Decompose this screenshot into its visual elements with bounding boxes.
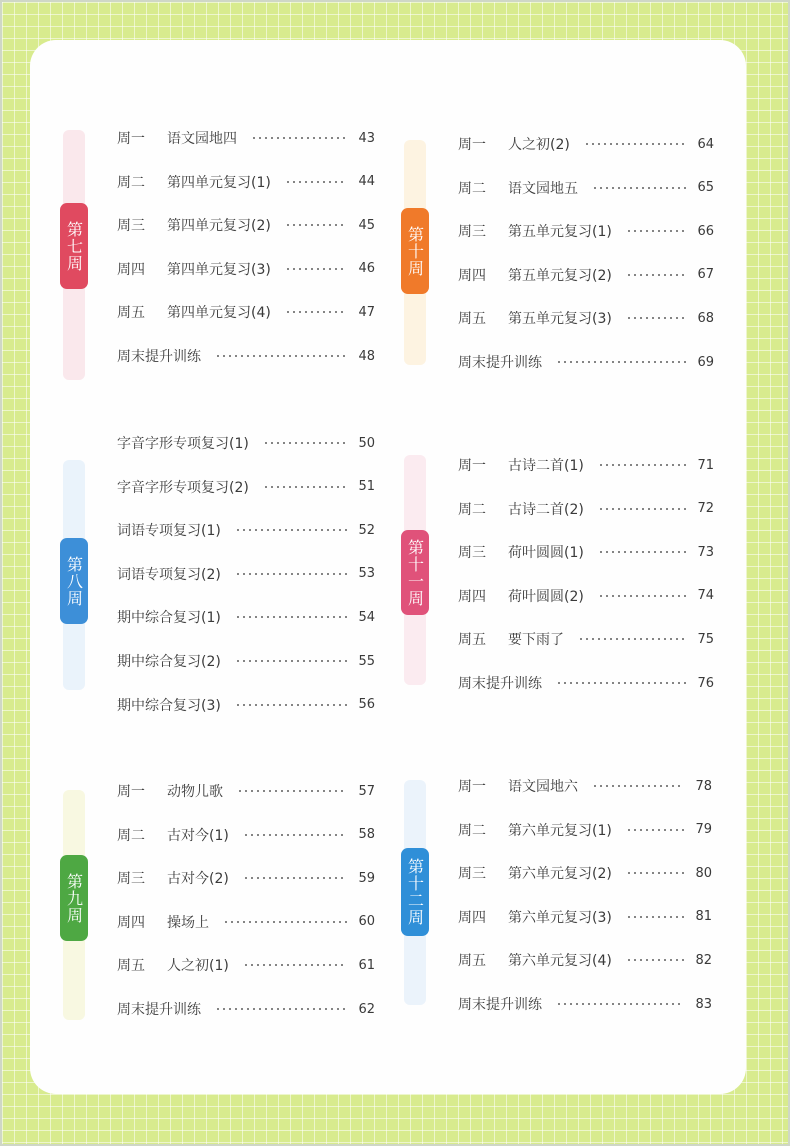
entry-page-number: 69	[697, 354, 714, 370]
week-badge-4: 第十周	[401, 208, 429, 294]
entry-page-number: 52	[358, 522, 375, 538]
entry-title: 古对今(2)	[167, 871, 229, 888]
entry-page-number: 45	[358, 217, 375, 233]
toc-entry[interactable]	[117, 477, 375, 497]
entry-day: 周五	[117, 305, 145, 322]
toc-entry[interactable]	[117, 520, 375, 540]
dot-leader	[235, 529, 347, 531]
entry-page-number: 80	[695, 865, 712, 881]
entry-page-number: 71	[697, 457, 714, 473]
toc-entry[interactable]	[117, 912, 375, 932]
dot-leader	[285, 181, 347, 183]
entry-page-number: 66	[697, 223, 714, 239]
entry-title: 古对今(1)	[167, 827, 229, 844]
entry-day: 周四	[458, 909, 486, 926]
entry-page-number: 82	[695, 952, 712, 968]
toc-entry[interactable]	[117, 346, 375, 366]
entry-day: 周三	[117, 871, 145, 888]
entry-page-number: 61	[358, 957, 375, 973]
entry-title: 第六单元复习(4)	[508, 953, 612, 970]
toc-entry[interactable]	[458, 994, 712, 1014]
entry-page-number: 76	[697, 675, 714, 691]
entry-title: 语文园地六	[508, 779, 578, 795]
entry-page-number: 51	[358, 479, 375, 495]
dot-leader	[235, 616, 347, 618]
entry-title: 周末提升训练	[458, 997, 542, 1013]
entry-title: 第四单元复习(4)	[167, 305, 271, 322]
dot-leader	[556, 1003, 684, 1005]
entry-title: 周末提升训练	[117, 349, 201, 365]
entry-title: 古诗二首(2)	[508, 501, 584, 518]
dot-leader	[285, 311, 347, 313]
entry-title: 第六单元复习(3)	[508, 909, 612, 926]
entry-day: 周四	[117, 261, 145, 278]
entry-day: 周三	[458, 224, 486, 241]
dot-leader	[598, 464, 686, 466]
entry-page-number: 65	[697, 180, 714, 196]
entry-day: 周一	[458, 779, 486, 795]
entry-day: 周四	[458, 267, 486, 284]
entry-page-number: 74	[697, 588, 714, 604]
dot-leader	[626, 317, 686, 319]
entry-title: 词语专项复习(2)	[117, 566, 221, 583]
dot-leader	[235, 660, 347, 662]
toc-entry[interactable]	[117, 781, 375, 801]
toc-entry[interactable]	[458, 499, 714, 519]
entry-day: 周二	[458, 180, 486, 197]
entry-page-number: 57	[358, 783, 375, 799]
dot-leader	[235, 573, 347, 575]
toc-entry[interactable]	[458, 629, 714, 649]
toc-entry[interactable]	[458, 907, 712, 927]
dot-leader	[243, 964, 347, 966]
entry-page-number: 81	[695, 909, 712, 925]
toc-entry[interactable]	[117, 651, 375, 671]
entry-title: 词语专项复习(1)	[117, 523, 221, 540]
week-badge-1: 第七周	[60, 203, 88, 289]
entry-page-number: 75	[697, 631, 714, 647]
toc-entry[interactable]	[458, 820, 712, 840]
entry-title: 语文园地五	[508, 180, 578, 197]
dot-leader	[626, 274, 686, 276]
entry-page-number: 47	[358, 304, 375, 320]
entry-day: 周一	[117, 784, 145, 800]
toc-entry[interactable]	[117, 433, 375, 453]
entry-page-number: 73	[697, 544, 714, 560]
toc-entry[interactable]	[458, 178, 714, 198]
dot-leader	[237, 790, 347, 792]
toc-entry[interactable]	[458, 586, 714, 606]
entry-day: 周一	[458, 458, 486, 474]
week-badge-5: 第十一周	[401, 530, 429, 615]
toc-entry[interactable]	[117, 607, 375, 627]
entry-page-number: 83	[695, 996, 712, 1012]
entry-page-number: 59	[358, 870, 375, 886]
dot-leader	[598, 551, 686, 553]
entry-day: 周二	[117, 827, 145, 844]
entry-day: 周四	[458, 588, 486, 605]
entry-title: 第五单元复习(3)	[508, 311, 612, 328]
entry-title: 荷叶圆圆(2)	[508, 588, 584, 605]
entry-page-number: 50	[358, 435, 375, 451]
toc-entry[interactable]	[458, 863, 712, 883]
entry-day: 周三	[458, 866, 486, 883]
entry-day: 周五	[458, 953, 486, 970]
entry-day: 周三	[117, 218, 145, 235]
entry-title: 第六单元复习(2)	[508, 866, 612, 883]
week-badge-2: 第八周	[60, 538, 88, 624]
entry-title: 周末提升训练	[458, 355, 542, 371]
dot-leader	[215, 1008, 347, 1010]
entry-page-number: 56	[358, 697, 375, 713]
entry-page-number: 44	[358, 174, 375, 190]
dot-leader	[556, 682, 686, 684]
dot-leader	[592, 187, 686, 189]
dot-leader	[235, 704, 347, 706]
toc-entry[interactable]	[117, 172, 375, 192]
entry-page-number: 78	[695, 778, 712, 794]
entry-title: 第五单元复习(2)	[508, 267, 612, 284]
entry-day: 周二	[458, 501, 486, 518]
dot-leader	[578, 638, 686, 640]
dot-leader	[243, 877, 347, 879]
dot-leader	[626, 872, 684, 874]
entry-day: 周一	[458, 137, 486, 153]
entry-page-number: 55	[358, 653, 375, 669]
toc-entry[interactable]	[458, 265, 714, 285]
entry-title: 要下雨了	[508, 632, 564, 649]
entry-title: 动物儿歌	[167, 784, 223, 800]
entry-title: 人之初(2)	[508, 137, 570, 153]
toc-entry[interactable]	[117, 259, 375, 279]
dot-leader	[285, 268, 347, 270]
dot-leader	[626, 959, 684, 961]
toc-entry[interactable]	[458, 134, 714, 154]
entry-page-number: 79	[695, 822, 712, 838]
dot-leader	[556, 361, 686, 363]
dot-leader	[626, 230, 686, 232]
entry-title: 第五单元复习(1)	[508, 224, 612, 241]
dot-leader	[263, 486, 347, 488]
toc-entry[interactable]	[117, 825, 375, 845]
entry-title: 人之初(1)	[167, 958, 229, 975]
dot-leader	[215, 355, 347, 357]
toc-entry[interactable]	[458, 776, 712, 796]
entry-page-number: 54	[358, 609, 375, 625]
toc-entry[interactable]	[117, 695, 375, 715]
week-badge-3: 第九周	[60, 855, 88, 941]
entry-page-number: 64	[697, 136, 714, 152]
entry-page-number: 48	[358, 348, 375, 364]
dot-leader	[592, 785, 684, 787]
entry-title: 字音字形专项复习(2)	[117, 479, 249, 496]
entry-page-number: 60	[358, 914, 375, 930]
toc-entry[interactable]	[117, 128, 375, 148]
entry-title: 语文园地四	[167, 131, 237, 147]
toc-entry[interactable]	[117, 302, 375, 322]
toc-entry[interactable]	[458, 352, 714, 372]
dot-leader	[626, 916, 684, 918]
entry-page-number: 58	[358, 827, 375, 843]
dot-leader	[598, 595, 686, 597]
entry-page-number: 53	[358, 566, 375, 582]
entry-title: 期中综合复习(1)	[117, 610, 221, 627]
entry-title: 周末提升训练	[117, 1002, 201, 1018]
toc-entry[interactable]	[117, 868, 375, 888]
entry-day: 周三	[458, 545, 486, 562]
entry-title: 荷叶圆圆(1)	[508, 545, 584, 562]
entry-day: 周五	[458, 311, 486, 328]
dot-leader	[598, 508, 686, 510]
toc-entry[interactable]	[458, 455, 714, 475]
toc-entry[interactable]	[458, 308, 714, 328]
dot-leader	[243, 834, 347, 836]
entry-title: 期中综合复习(2)	[117, 654, 221, 670]
entry-day: 周一	[117, 131, 145, 147]
entry-day: 周四	[117, 914, 145, 931]
toc-entry[interactable]	[458, 542, 714, 562]
toc-entry[interactable]	[117, 955, 375, 975]
entry-day: 周二	[458, 822, 486, 839]
dot-leader	[626, 829, 684, 831]
toc-entry[interactable]	[458, 950, 712, 970]
entry-day: 周二	[117, 174, 145, 191]
entry-page-number: 68	[697, 310, 714, 326]
toc-entry[interactable]	[458, 221, 714, 241]
toc-entry[interactable]	[117, 215, 375, 235]
week-badge-6: 第十二周	[401, 848, 429, 936]
toc-entry[interactable]	[117, 999, 375, 1019]
dot-leader	[263, 442, 347, 444]
entry-title: 第六单元复习(1)	[508, 822, 612, 839]
entry-title: 第四单元复习(2)	[167, 218, 271, 235]
entry-page-number: 46	[358, 261, 375, 277]
entry-page-number: 67	[697, 267, 714, 283]
entry-title: 字音字形专项复习(1)	[117, 436, 249, 452]
dot-leader	[251, 137, 347, 139]
entry-day: 周五	[458, 632, 486, 649]
entry-title: 操场上	[167, 914, 209, 931]
entry-title: 周末提升训练	[458, 676, 542, 692]
entry-page-number: 43	[358, 130, 375, 146]
entry-title: 第四单元复习(1)	[167, 174, 271, 191]
dot-leader	[285, 224, 347, 226]
dot-leader	[223, 921, 347, 923]
toc-entry[interactable]	[458, 673, 714, 693]
dot-leader	[584, 143, 686, 145]
entry-title: 第四单元复习(3)	[167, 261, 271, 278]
entry-title: 古诗二首(1)	[508, 458, 584, 474]
entry-title: 期中综合复习(3)	[117, 697, 221, 714]
entry-page-number: 72	[697, 501, 714, 517]
entry-page-number: 62	[358, 1001, 375, 1017]
toc-entry[interactable]	[117, 564, 375, 584]
entry-day: 周五	[117, 958, 145, 975]
